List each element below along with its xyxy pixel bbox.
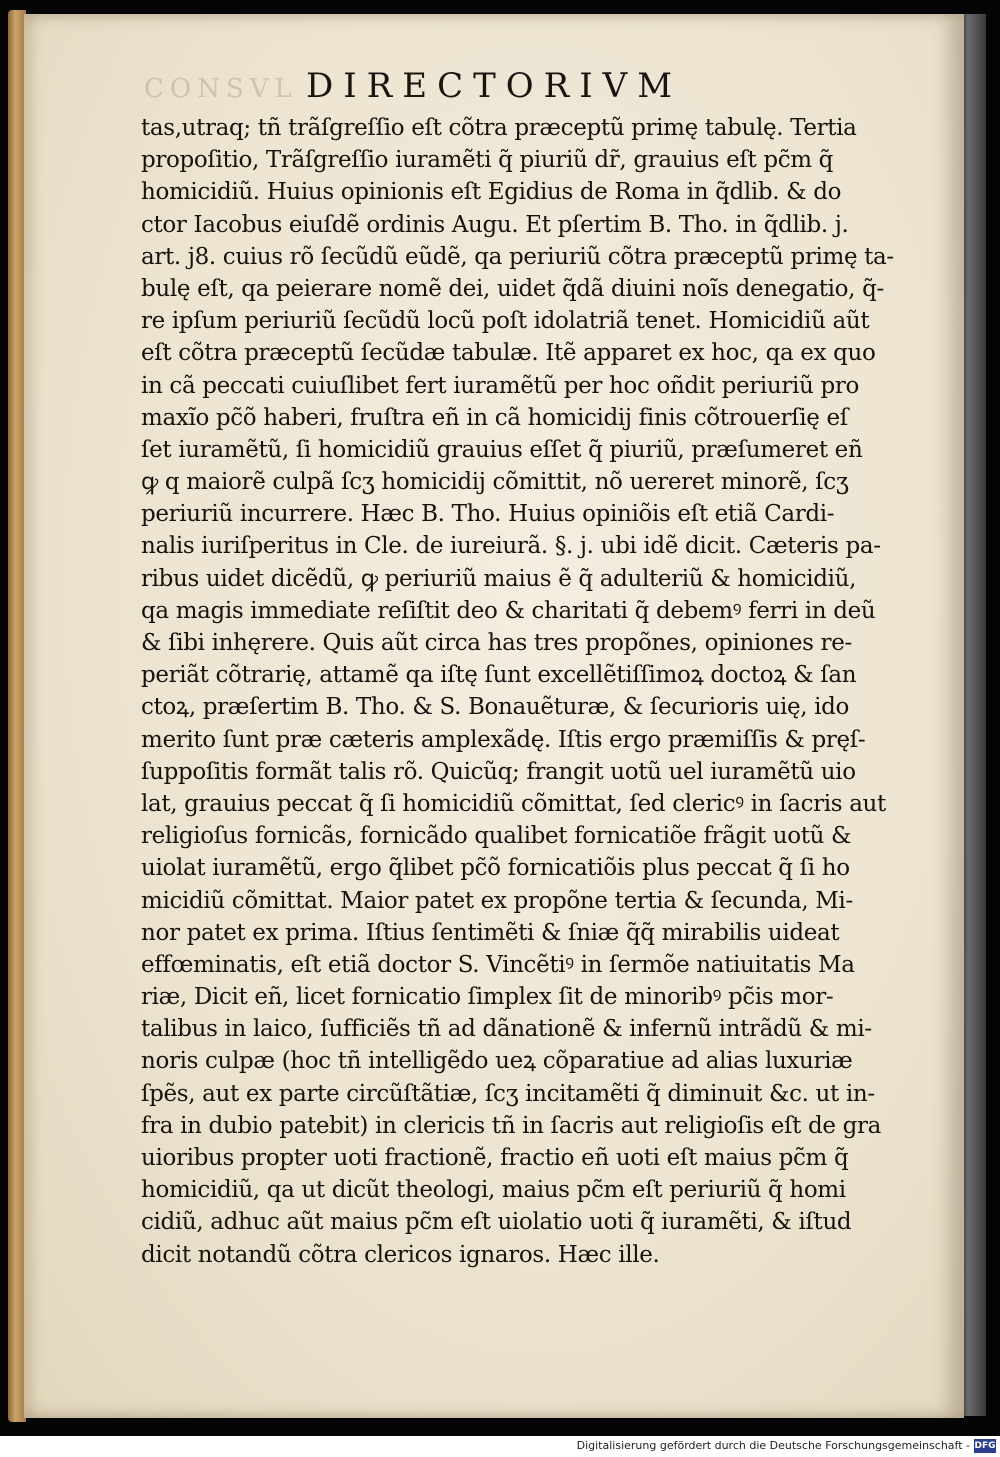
text-line: qa magis immediate reſiſtit deo & charitati q̃ debemꝰ ferri in deũ — [141, 597, 876, 624]
text-line: eſt cõtra præceptũ ſecũdæ tabulæ. Itẽ apparet ex hoc, qa ex quo — [141, 340, 876, 367]
text-line: ctoꝝ, præſertim B. Tho. & S. Bonauẽturæ, & ſecurioris uię, ido — [141, 694, 850, 721]
funding-credit: Digitalisierung gefördert durch die Deutsche Forschungsgemeinschaft - — [576, 1439, 970, 1452]
text-line: maxĩo pc̃õ haberi, fruſtra eñ in cã homicidij finis cõtrouerſię eſ — [141, 404, 848, 431]
page-body — [141, 112, 931, 1271]
text-line: & ſibi inhęrere. Quis aũt circa has tres propõnes, opiniones re- — [141, 630, 852, 656]
text-line: uioribus propter uoti fractionẽ, fractio eñ uoti eſt maius pc̃m q̃ — [141, 1145, 849, 1171]
footer-bar — [0, 1436, 1000, 1457]
text-line: ſet iuramẽtũ, ſi homicidiũ grauius eſſet q̃ piuriũ, præſumeret eñ — [141, 436, 863, 463]
text-line: art. j8. cuius rõ ſecũdũ eũdẽ, qa periuriũ cõtra præceptũ primę ta- — [141, 243, 894, 270]
text-line: talibus in laico, ſufficiẽs tñ ad dãnationẽ & infernũ intrãdũ & mi- — [141, 1016, 872, 1043]
text-line: periãt cõtrarię, attamẽ qa iſtę ſunt excellẽtiſſimoꝝ doctoꝝ & ſan — [141, 662, 857, 689]
book-page — [24, 14, 964, 1418]
text-line: periuriũ incurrere. Hæc B. Tho. Huius opiniõis eſt etiã Cardi- — [141, 501, 835, 528]
text-line: micidiũ cõmittat. Maior patet ex propõne tertia & ſecunda, Mi- — [141, 887, 853, 914]
text-line: tas,utraq; tñ trãſgreſſio eſt cõtra præceptũ primę tabulę. Tertia — [141, 115, 857, 141]
text-line: riæ, Dicit eñ, licet fornicatio ſimplex ſit de minoribꝰ pc̃is mor- — [141, 984, 834, 1011]
text-line: religioſus fornicãs, fornicãdo qualibet fornicatiõe frãgit uotũ & — [141, 823, 852, 850]
text-line: bulę eſt, qa peierare nomẽ dei, uidet q̃dã diuini noĩs denegatio, q̃- — [141, 275, 884, 302]
text-line: in cã peccati cuiuſlibet fert iuramẽtũ per hoc oñdit periuriũ pro — [141, 372, 859, 399]
text-line: ctor Iacobus eiuſdẽ ordinis Augu. Et pſertim B. Tho. in q̃dlib. j. — [141, 211, 849, 238]
text-line: homicidiũ, qa ut dicũt theologi, maius pc̃m eſt periuriũ q̃ homi — [141, 1177, 846, 1204]
text-line: nor patet ex prima. Iſtius ſentimẽti & ſniæ q̃q̃ mirabilis uideat — [141, 919, 840, 946]
text-line: ribus uidet dicẽdũ, ꝙ periuriũ maius ẽ q̃ adulteriũ & homicidiũ, — [141, 565, 857, 592]
text-line: lat, grauius peccat q̃ ſi homicidiũ cõmittat, ſed clericꝰ in ſacris aut — [141, 790, 886, 817]
text-line: fra in dubio patebit) in clericis tñ in ſacris aut religioſis eſt de gra — [141, 1112, 881, 1139]
text-line: homicidiũ. Huius opinionis eſt Egidius de Roma in q̃dlib. & do — [141, 179, 842, 206]
text-line: merito ſunt præ cæteris amplexãdę. Iſtis ergo præmiſſis & pręſ- — [141, 726, 866, 753]
running-header: DIRECTORIVM — [305, 66, 683, 106]
text-line: ſpẽs, aut ex parte circũſtãtiæ, ſcʒ incitamẽti q̃ diminuit &c. ut in- — [141, 1080, 875, 1107]
text-line: dicit notandũ cõtra clericos ignaros. Hæc ille. — [141, 1241, 660, 1268]
text-line: nalis iuriſperitus in Cle. de iureiurã. §. j. ubi idẽ dicit. Cæteris pa- — [141, 533, 881, 560]
text-line: effœminatis, eſt etiã doctor S. Vincẽtiꝰ in ſermõe natiuitatis Ma — [141, 951, 855, 978]
text-line: re ipſum periuriũ ſecũdũ locũ poſt idolatriã tenet. Homicidiũ aũt — [141, 308, 870, 335]
text-line: noris culpæ (hoc tñ intelligẽdo ueꝝ cõparatiue ad alias luxuriæ — [141, 1048, 853, 1075]
text-line: cidiũ, adhuc aũt maius pc̃m eſt uiolatio uoti q̃ iuramẽti, & iſtud — [141, 1209, 852, 1236]
dfg-logo[interactable]: DFG — [974, 1441, 996, 1451]
text-line: uiolat iuramẽtũ, ergo q̃libet pc̃õ fornicatiõis plus peccat q̃ ſi ho — [141, 855, 850, 882]
text-line: ſuppoſitis formãt talis rõ. Quicũq; frangit uotũ uel iuramẽtũ uio — [141, 758, 856, 785]
text-line: propoſitio, Trãſgreſſio iuramẽti q̃ piuriũ dr̃, grauius eſt pc̃m q̃ — [141, 147, 834, 174]
bleed-through-text: CONSVL — [144, 74, 298, 104]
text-line: ꝙ q maiorẽ culpã ſcʒ homicidij cõmittit, nõ uereret minorẽ, ſcʒ — [141, 469, 849, 496]
